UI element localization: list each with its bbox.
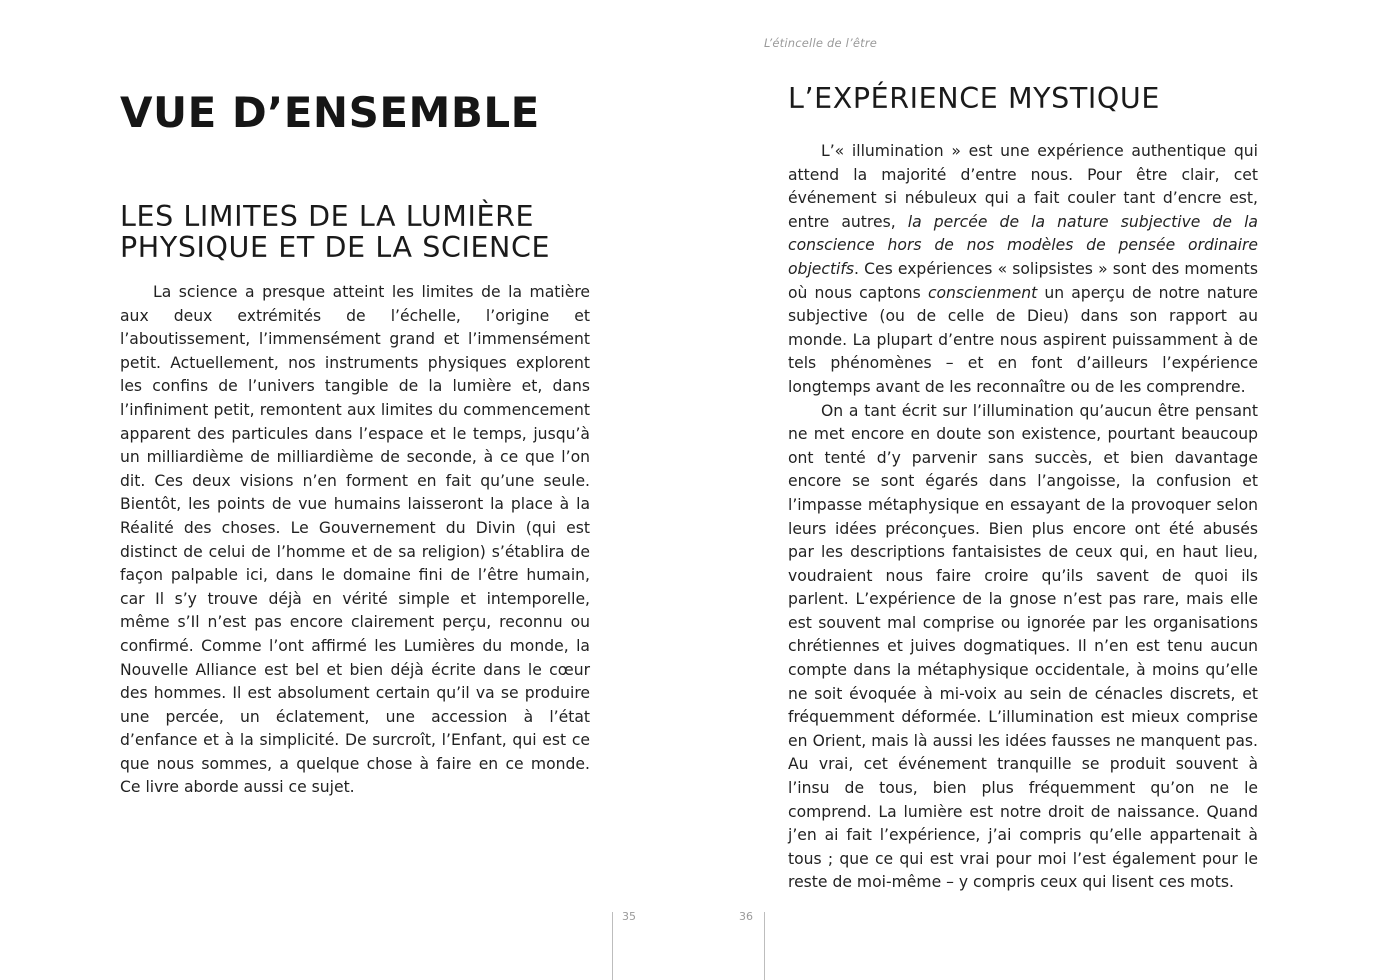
- right-paragraph-2: On a tant écrit sur l’illumination qu’aucun être pensant ne met encore en doute son existence, pourtant beaucoup ont tenté d’y parvenir sans succès, et bien davantage encore se sont égarés dans l’angoisse, la confusion et l’impasse métaphysique en essayant de la provoquer selon leurs idées préconçues. Bien plus encore ont été abusés par les descriptions fantaisistes de ceux qui, en haut lieu, voudraient nous faire croire qu’ils savent de quoi ils parlent. L’expérience de la gnose n’est pas rare, mais elle est souvent mal comprise ou ignorée par les organisations chrétiennes et juives dogmatiques. Il n’en est tenu aucun compte dans la métaphysique occidentale, à moins qu’elle ne soit évoquée à mi-voix au sein de cénacles discrets, et fréquemment déformée. L’illumination est mieux comprise en Orient, mais là aussi les idées fausses ne manquent pas. Au vrai, cet événement tranquille se produit souvent à l’insu de tous, bien plus fréquemment qu’on ne le comprend. La lumière est notre droit de naissance. Quand j’en ai fait l’expérience, j’ai compris qu’elle appartenait à tous ; que ce qui est vrai pour moi l’est également pour le reste de moi-même – y compris ceux qui lisent ces mots.: [788, 401, 1258, 892]
- paragraph-text: . Ces expériences « solipsistes » sont des moments où nous captons: [788, 259, 1258, 302]
- chapter-title: VUE D’ENSEMBLE: [120, 88, 540, 137]
- page-number-left: 35: [622, 910, 636, 923]
- section-title-line-1: LES LIMITES DE LA LUMIÈRE: [120, 200, 535, 233]
- paragraph-text: un aperçu de notre nature subjective (ou de celle de Dieu) dans son rapport au monde. La plupart d’entre nous aspirent puissamment à de tels phénomènes – et en font d’ailleurs l’expérience longtemps avant de les reconnaître ou de les comprendre.: [788, 283, 1258, 396]
- section-title-line-2: PHYSIQUE ET DE LA SCIENCE: [120, 231, 551, 264]
- right-paragraph-1: [788, 140, 1258, 400]
- left-paragraph-1: La science a presque atteint les limites de la matière aux deux extrémités de l’échelle, l’origine et l’aboutissement, l’immensément grand et l’immensément petit. Actuellement, nos instruments physiques explorent les confins de l’univers tangible de la lumière et, dans l’infiniment petit, remontent aux limites du commencement apparent des particules dans l’espace et le temps, jusqu’à un milliardième de milliardième de seconde, à ce que l’on dit. Ces deux visions n’en forment en fait qu’une seule. Bientôt, les points de vue humains laisseront la place à la Réalité des choses. Le Gouvernement du Divin (qui est distinct de celui de l’homme et de sa religion) s’établira de façon palpable ici, dans le domaine fini de l’être humain, car Il s’y trouve déjà en vérité simple et intemporelle, même s’Il n’est pas encore clairement perçu, reconnu ou confirmé. Comme l’ont affirmé les Lumières du monde, la Nouvelle Alliance est bel et bien déjà écrite dans le cœur des hommes. Il est absolument certain qu’il va se produire une percée, un éclatement, une accession à l’état d’enfance et à la simplicité. De surcroît, l’Enfant, qui est ce que nous sommes, a quelque chose à faire en ce monde. Ce livre aborde aussi ce sujet.: [120, 283, 590, 797]
- running-header: L’étincelle de l’être: [764, 36, 878, 50]
- section-title-experience-mystique: L’EXPÉRIENCE MYSTIQUE: [788, 82, 1160, 115]
- paragraph-text: L’« illumination » est une expérience authentique qui attend la majorité d’entre nous. Pour être clair, cet événement si nébuleux qui a fait couler tant d’encre est, entre autres,: [788, 142, 1258, 231]
- left-body-text: [120, 281, 590, 800]
- right-body-text: [788, 140, 1258, 895]
- section-title-limites: [120, 201, 600, 263]
- page-number-right: 36: [739, 910, 753, 923]
- gutter-rule-right: [764, 912, 765, 980]
- paragraph-italic-text: conscienment: [927, 283, 1038, 302]
- paragraph-italic-text: la percée de la nature subjective de la conscience hors de nos modèles de pensée ordinaire objectifs: [788, 212, 1258, 278]
- right-page: [700, 0, 1400, 980]
- gutter-rule-left: [612, 912, 613, 980]
